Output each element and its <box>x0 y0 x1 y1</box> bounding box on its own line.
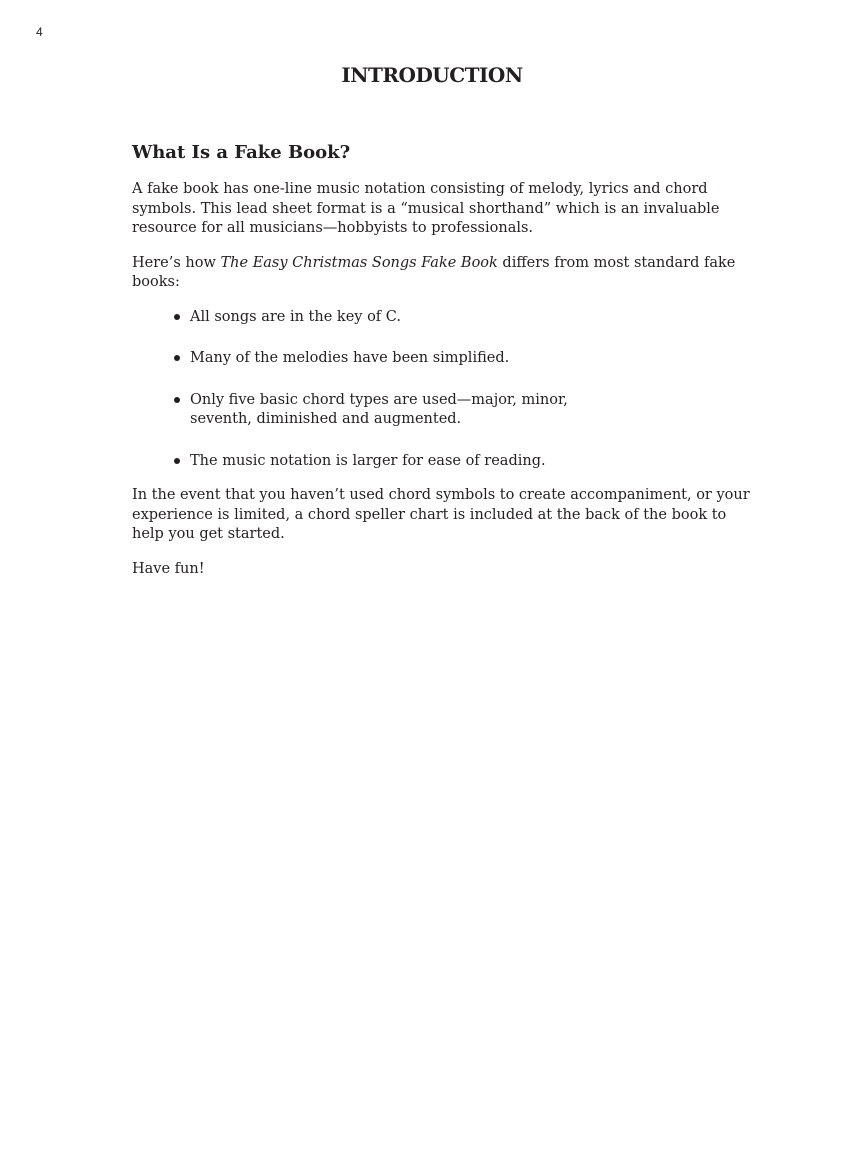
bullet-icon <box>174 458 180 464</box>
list-item <box>172 349 752 369</box>
list-item-text: The music notation is larger for ease of reading. <box>190 452 546 469</box>
section-heading: What Is a Fake Book? <box>132 142 351 163</box>
page-number: 4 <box>36 25 43 39</box>
list-item-text: Many of the melodies have been simplified. <box>190 350 510 366</box>
page-title: INTRODUCTION <box>341 63 523 87</box>
differences-lead-text: Here’s how <box>132 254 221 271</box>
differences-paragraph <box>132 254 752 293</box>
differences-list <box>132 308 752 472</box>
bullet-icon <box>174 355 180 361</box>
list-item-text: All songs are in the key of C. <box>190 308 401 325</box>
bullet-icon <box>174 397 180 403</box>
book-title: The Easy Christmas Songs Fake Book <box>220 254 498 271</box>
bullet-icon <box>174 314 180 320</box>
chord-speller-paragraph: In the event that you haven’t used chord symbols to create accompaniment, or your experience is limited, a chord speller chart is included at the back of the book to help you get started. <box>132 487 750 542</box>
list-item <box>172 452 752 472</box>
list-item <box>172 391 590 430</box>
intro-paragraph: A fake book has one-line music notation consisting of melody, lyrics and chord symbols. This lead sheet format is a “musical shorthand” which is an invaluable resource for all musicians—hobbyists to professionals. <box>132 181 720 236</box>
list-item <box>172 308 752 328</box>
main-content <box>132 140 752 594</box>
list-item-text: Only five basic chord types are used—major, minor, seventh, diminished and augmented. <box>190 391 568 427</box>
closing-line: Have fun! <box>132 560 205 577</box>
differences-trailing-text: differs from most standard fake books: <box>132 254 736 290</box>
